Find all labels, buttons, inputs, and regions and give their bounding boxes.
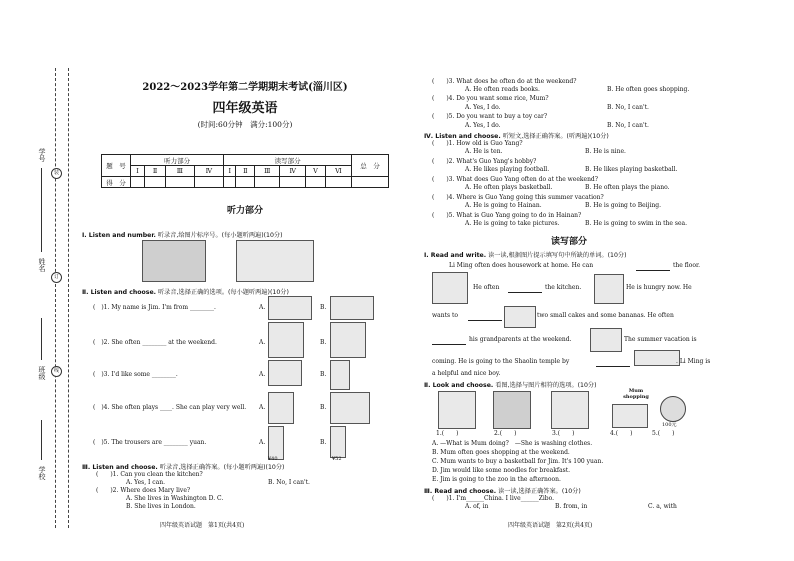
- question-2-1: ( )1. My name is Jim. I'm from ________.: [93, 304, 216, 311]
- seal-ding: 订: [51, 272, 62, 283]
- picture-trousers-a: [268, 426, 284, 460]
- picture-train: [634, 350, 680, 366]
- picture-zoo: [493, 391, 531, 429]
- picture-cakes-bananas: [504, 306, 536, 328]
- section-1-heading: Ⅰ. Listen and number. 听录音,给图片标序号。(每小题听两遍)(10分): [82, 232, 283, 239]
- binding-line: [55, 68, 56, 528]
- price-a: ¥40: [268, 456, 278, 462]
- picture-city-buildings: [236, 240, 314, 282]
- picture-girl-piano: [330, 392, 370, 424]
- picture-sweeping: [432, 272, 468, 304]
- picture-milk: [268, 360, 302, 386]
- section-4-heading: Ⅳ. Listen and choose. 听短文,选择正确答案。(听两遍)(10分): [424, 133, 609, 140]
- question-2-2: ( )2. She often ________ at the weekend.: [93, 339, 217, 346]
- picture-girl-violin: [268, 392, 294, 424]
- listening-title: 听力部分: [226, 206, 263, 216]
- section-3-heading: Ⅲ. Listen and choose. 听录音,选择正确答案。(每小题听两遍)(10分): [82, 464, 285, 471]
- name-label: 姓名: [38, 258, 46, 272]
- score-table: 题 号 听力部分 读写部分 总 分 Ⅰ Ⅱ Ⅲ Ⅳ Ⅰ Ⅱ Ⅲ Ⅳ Ⅴ Ⅵ 得 分: [101, 154, 389, 188]
- picture-girl-dancing: [268, 322, 304, 358]
- blank-4[interactable]: [432, 336, 466, 345]
- question-3-1: ( )1. Can you clean the kitchen?: [96, 471, 203, 478]
- blank-1[interactable]: [636, 262, 670, 271]
- picture-cleaning-kitchen: [594, 274, 624, 304]
- exam-subject: 四年级英语: [212, 101, 278, 116]
- right-page-footer: 四年级英语试题 第2页(共4页): [508, 522, 593, 529]
- question-2-3: ( )3. I'd like some ________.: [93, 371, 178, 378]
- picture-shopping-cart: [612, 404, 648, 428]
- basketball-price: 100元: [662, 422, 677, 428]
- blank-5[interactable]: [596, 358, 630, 367]
- price-b: ¥52: [332, 456, 342, 462]
- picture-juice: [330, 360, 350, 390]
- left-page-footer: 四年级英语试题 第1页(共4页): [160, 522, 245, 529]
- binding-line-2: [68, 68, 69, 528]
- question-2-5: ( )5. The trousers are ________ yuan.: [93, 439, 207, 446]
- blank-3[interactable]: [468, 312, 502, 321]
- mum-shopping-sign: Mum shopping: [623, 388, 649, 400]
- read-write-1-heading: Ⅰ. Read and write. 读一读,根据图片提示填写句中所缺的单词。(10分): [424, 252, 627, 259]
- read-write-3-heading: Ⅲ. Read and choose. 读一读,选择正确答案。(10分): [424, 488, 581, 495]
- exam-title: 2022～2023学年第二学期期末考试(淄川区): [142, 82, 348, 93]
- picture-big-ben: [330, 296, 374, 320]
- read-write-2-heading: Ⅱ. Look and choose. 看图,选择与图片相符的选项。(10分): [424, 382, 597, 389]
- total-score-cell[interactable]: [352, 177, 389, 188]
- seal-zhuang: 装: [51, 168, 62, 179]
- school-label: 学校: [38, 466, 46, 480]
- reading-writing-title: 读写部分: [550, 237, 587, 247]
- number-label: 学号: [38, 148, 46, 162]
- picture-girl-reading: [330, 322, 366, 358]
- picture-trousers-b: [330, 426, 346, 458]
- picture-children-classroom: [142, 240, 206, 282]
- picture-grandparents: [590, 328, 622, 352]
- blank-2[interactable]: [508, 284, 542, 293]
- question-3-2: ( )2. Where does Mary live?: [96, 487, 191, 494]
- question-2-4: ( )4. She often plays ____. She can play very well.: [93, 404, 247, 411]
- picture-tower-bridge: [268, 296, 312, 320]
- exam-time-info: (时间:60分钟 满分:100分): [197, 120, 293, 129]
- picture-mum-washing: [438, 391, 476, 429]
- basketball-icon: [660, 396, 686, 422]
- section-2-heading: Ⅱ. Listen and choose. 听录音,选择正确的选项。(每小题听两遍)(10分): [82, 289, 289, 296]
- class-label: 班级: [38, 366, 46, 380]
- seal-xian: 线: [51, 366, 62, 377]
- picture-noodles: [551, 391, 589, 429]
